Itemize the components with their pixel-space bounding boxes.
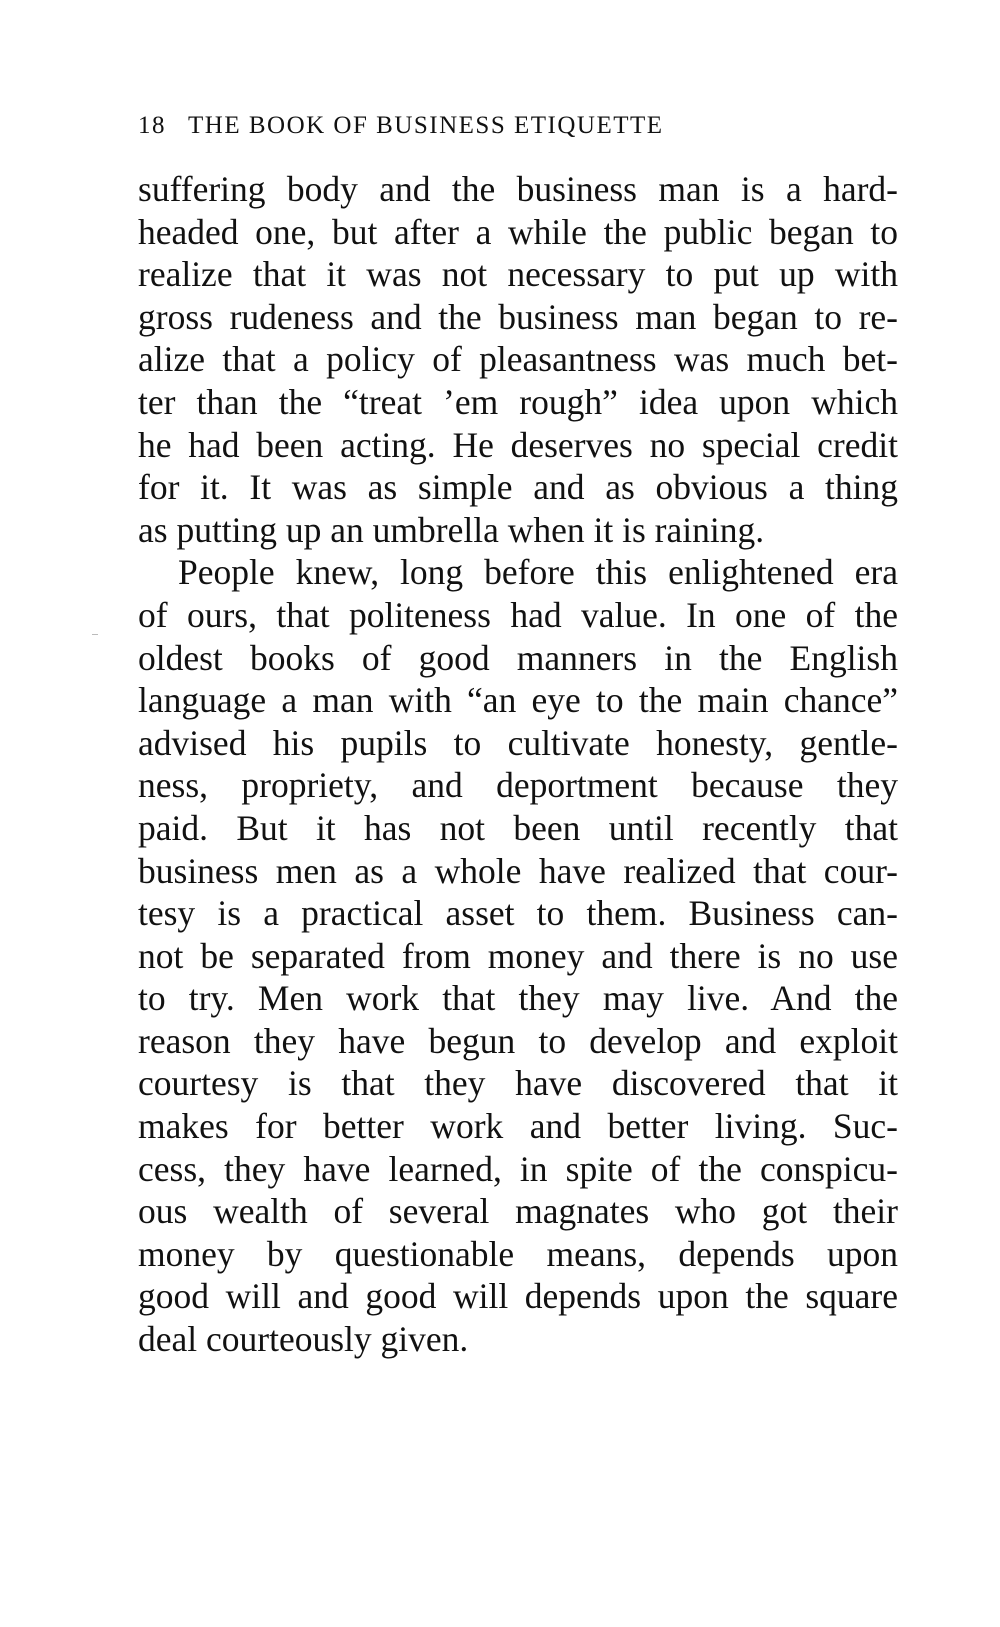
text-line: not be separated from money and there is no use [138,935,898,976]
book-title: THE BOOK OF BUSINESS ETIQUETTE [188,112,664,139]
text-line: ter than the “treat ’em rough” idea upon which [138,381,898,422]
text-line: to try. Men work that they may live. And the [138,978,898,1019]
text-line: for it. It was as simple and as obvious a thing [138,467,898,508]
text-line: gross rudeness and the business man began to re- [138,296,898,337]
text-line: money by questionable means, depends upon [138,1233,898,1274]
text-line: People knew, long before this enlightened era [178,552,898,593]
text-line: of ours, that politeness had value. In one of the [138,594,898,635]
page-number: 18 [138,112,166,139]
text-line: cess, they have learned, in spite of the conspicu- [138,1148,898,1189]
margin-speck [92,634,98,635]
text-line: courtesy is that they have discovered that it [138,1063,898,1104]
text-line: language a man with “an eye to the main chance” [138,680,898,721]
paragraph-1 [138,168,898,551]
text-line: advised his pupils to cultivate honesty, gentle- [138,722,898,763]
text-line: tesy is a practical asset to them. Business can- [138,893,898,934]
paragraph-2 [138,551,898,1360]
text-line: ous wealth of several magnates who got their [138,1191,898,1232]
text-line: as putting up an umbrella when it is raining. [138,509,765,550]
text-line: he had been acting. He deserves no special credit [138,424,898,465]
text-line: makes for better work and better living. Suc- [138,1106,898,1147]
text-line: suffering body and the business man is a hard- [138,169,898,209]
text-line: paid. But it has not been until recently that [138,807,898,848]
text-line: oldest books of good manners in the English [138,637,898,678]
body-text [138,168,898,1361]
text-line: reason they have begun to develop and exploit [138,1020,898,1061]
text-line: ness, propriety, and deportment because they [138,765,898,806]
text-line: headed one, but after a while the public began to [138,211,898,252]
text-line: realize that it was not necessary to put up with [138,254,898,295]
running-head [138,112,898,146]
text-line: alize that a policy of pleasantness was much bet- [138,339,898,380]
text-line: business men as a whole have realized that cour- [138,850,898,891]
text-line: good will and good will depends upon the square [138,1276,898,1317]
text-line: deal courteously given. [138,1319,469,1360]
